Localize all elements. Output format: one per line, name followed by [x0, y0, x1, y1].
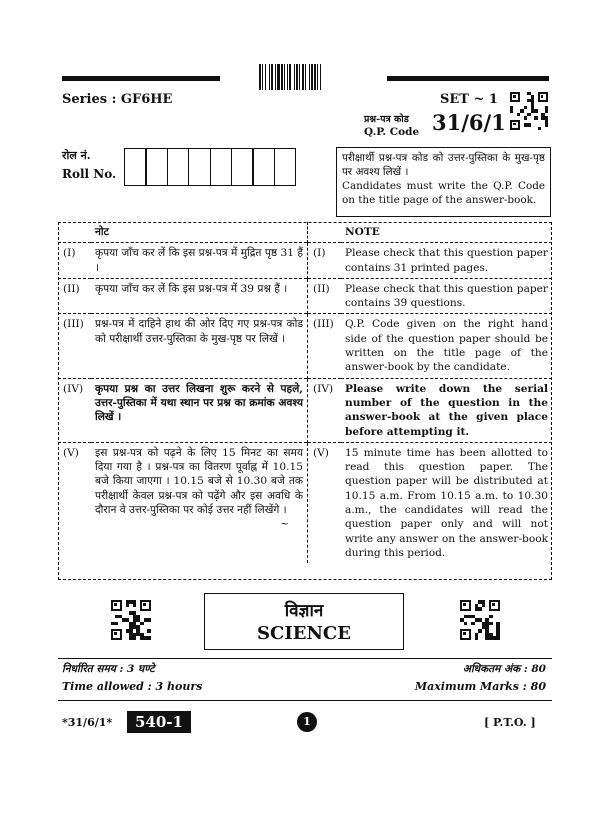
note-english: Please check that this question paper contains 39 questions. [341, 278, 552, 314]
marks-hindi: अधिकतम अंक : 80 [462, 663, 546, 675]
notes-table [58, 222, 552, 563]
candidate-note-english: Candidates must write the Q.P. Code on the title page of the answer-book. [342, 180, 545, 206]
qr-code-icon [111, 600, 151, 640]
roll-digit-box[interactable] [188, 148, 211, 186]
note-number: (I) [58, 243, 91, 279]
time-english: Time allowed : 3 hours [62, 680, 203, 693]
note-number: (V) [308, 442, 342, 563]
note-hindi [91, 442, 308, 563]
qr-code-icon [510, 92, 548, 130]
qr-code-icon [460, 600, 500, 640]
subject-english: SCIENCE [257, 623, 351, 644]
set-label: SET ~ 1 [440, 92, 498, 107]
time-hindi: निर्धारित समय : 3 घण्टे [62, 663, 155, 675]
note-number: (V) [58, 442, 91, 563]
note-number: (IV) [58, 378, 91, 442]
note-hindi: कृपया जाँच कर लें कि इस प्रश्न-पत्र में 39 प्रश्न हैं । [91, 278, 308, 314]
top-rule-left [62, 76, 220, 81]
note-hindi: कृपया जाँच कर लें कि इस प्रश्न-पत्र में मुद्रित पृष्ठ 31 हैं । [91, 243, 308, 279]
series-label: Series : GF6HE [62, 92, 173, 107]
footer-code: *31/6/1* [62, 716, 113, 729]
page-number: 1 [297, 712, 317, 732]
note-number: (IV) [308, 378, 342, 442]
tilde-mark: ~ [280, 518, 289, 531]
footer-box-code: 540-1 [127, 711, 191, 733]
roll-label: Roll No. [62, 167, 117, 181]
subject-hindi: विज्ञान [284, 601, 324, 621]
note-number: (II) [58, 278, 91, 314]
roll-label-hindi: रोल नं. [62, 149, 91, 162]
note-number: (II) [308, 278, 342, 314]
subject-box [204, 593, 404, 650]
pto-label: [ P.T.O. ] [484, 716, 536, 729]
note-english: Q.P. Code given on the right hand side of the question paper should be written on the title page of the answer-book by the candidate. [341, 314, 552, 378]
roll-number-boxes[interactable] [124, 148, 296, 186]
roll-digit-box[interactable] [124, 148, 147, 186]
candidate-note-hindi: परीक्षार्थी प्रश्न-पत्र कोड को उत्तर-पुस्तिका के मुख-पृष्ठ पर अवश्य लिखें । [342, 152, 545, 178]
note-number: (III) [58, 314, 91, 378]
barcode [259, 64, 349, 90]
time-marks-box [58, 658, 552, 701]
note-number: (III) [308, 314, 342, 378]
top-rule-right [387, 76, 549, 81]
roll-digit-box[interactable] [274, 148, 297, 186]
note-hindi: प्रश्न-पत्र में दाहिने हाथ की ओर दिए गए प्रश्न-पत्र कोड को परीक्षार्थी उत्तर-पुस्तिका के मुख-पृष्ठ पर लिखें । [91, 314, 308, 378]
roll-digit-box[interactable] [210, 148, 233, 186]
note-english: Please check that this question paper contains 31 printed pages. [341, 243, 552, 279]
roll-digit-box[interactable] [252, 148, 275, 186]
notes-heading-hindi: नोट [91, 222, 308, 243]
roll-digit-box[interactable] [231, 148, 254, 186]
qp-code: 31/6/1 [432, 110, 506, 135]
roll-digit-box[interactable] [167, 148, 190, 186]
qp-code-label-hindi: प्रश्न-पत्र कोड [364, 114, 409, 125]
note-english: Please write down the serial number of the question in the answer-book at the given place before attempting it. [341, 378, 552, 442]
qp-code-label: Q.P. Code [364, 126, 420, 138]
roll-digit-box[interactable] [145, 148, 168, 186]
note-hindi-text: इस प्रश्न-पत्र को पढ़ने के लिए 15 मिनट का समय दिया गया है । प्रश्न-पत्र का वितरण पूर्वाह्न में 10.15 बजे किया जाएगा । 10.15 बजे से 10.30 बजे तक परीक्षार्थी केवल प्रश्न-पत्र को पढ़ेंगे और इस अवधि के दौरान वे उत्तर-पुस्तिका पर कोई उत्तर नहीं लिखेंगे । [95, 446, 303, 517]
notes-heading-english: NOTE [345, 226, 380, 238]
note-english: 15 minute time has been allotted to read this question paper. The question paper will be distributed at 10.15 a.m. From 10.15 a.m. to 10.30 a.m., the candidates will read the question paper only and will not write any answer on the answer-book during this period. [341, 442, 552, 563]
candidate-note-box [336, 147, 551, 217]
note-number: (I) [308, 243, 342, 279]
marks-english: Maximum Marks : 80 [414, 680, 546, 693]
note-hindi: कृपया प्रश्न का उत्तर लिखना शुरू करने से पहले, उत्तर-पुस्तिका में यथा स्थान पर प्रश्न का क्रमांक अवश्य लिखें । [91, 378, 308, 442]
